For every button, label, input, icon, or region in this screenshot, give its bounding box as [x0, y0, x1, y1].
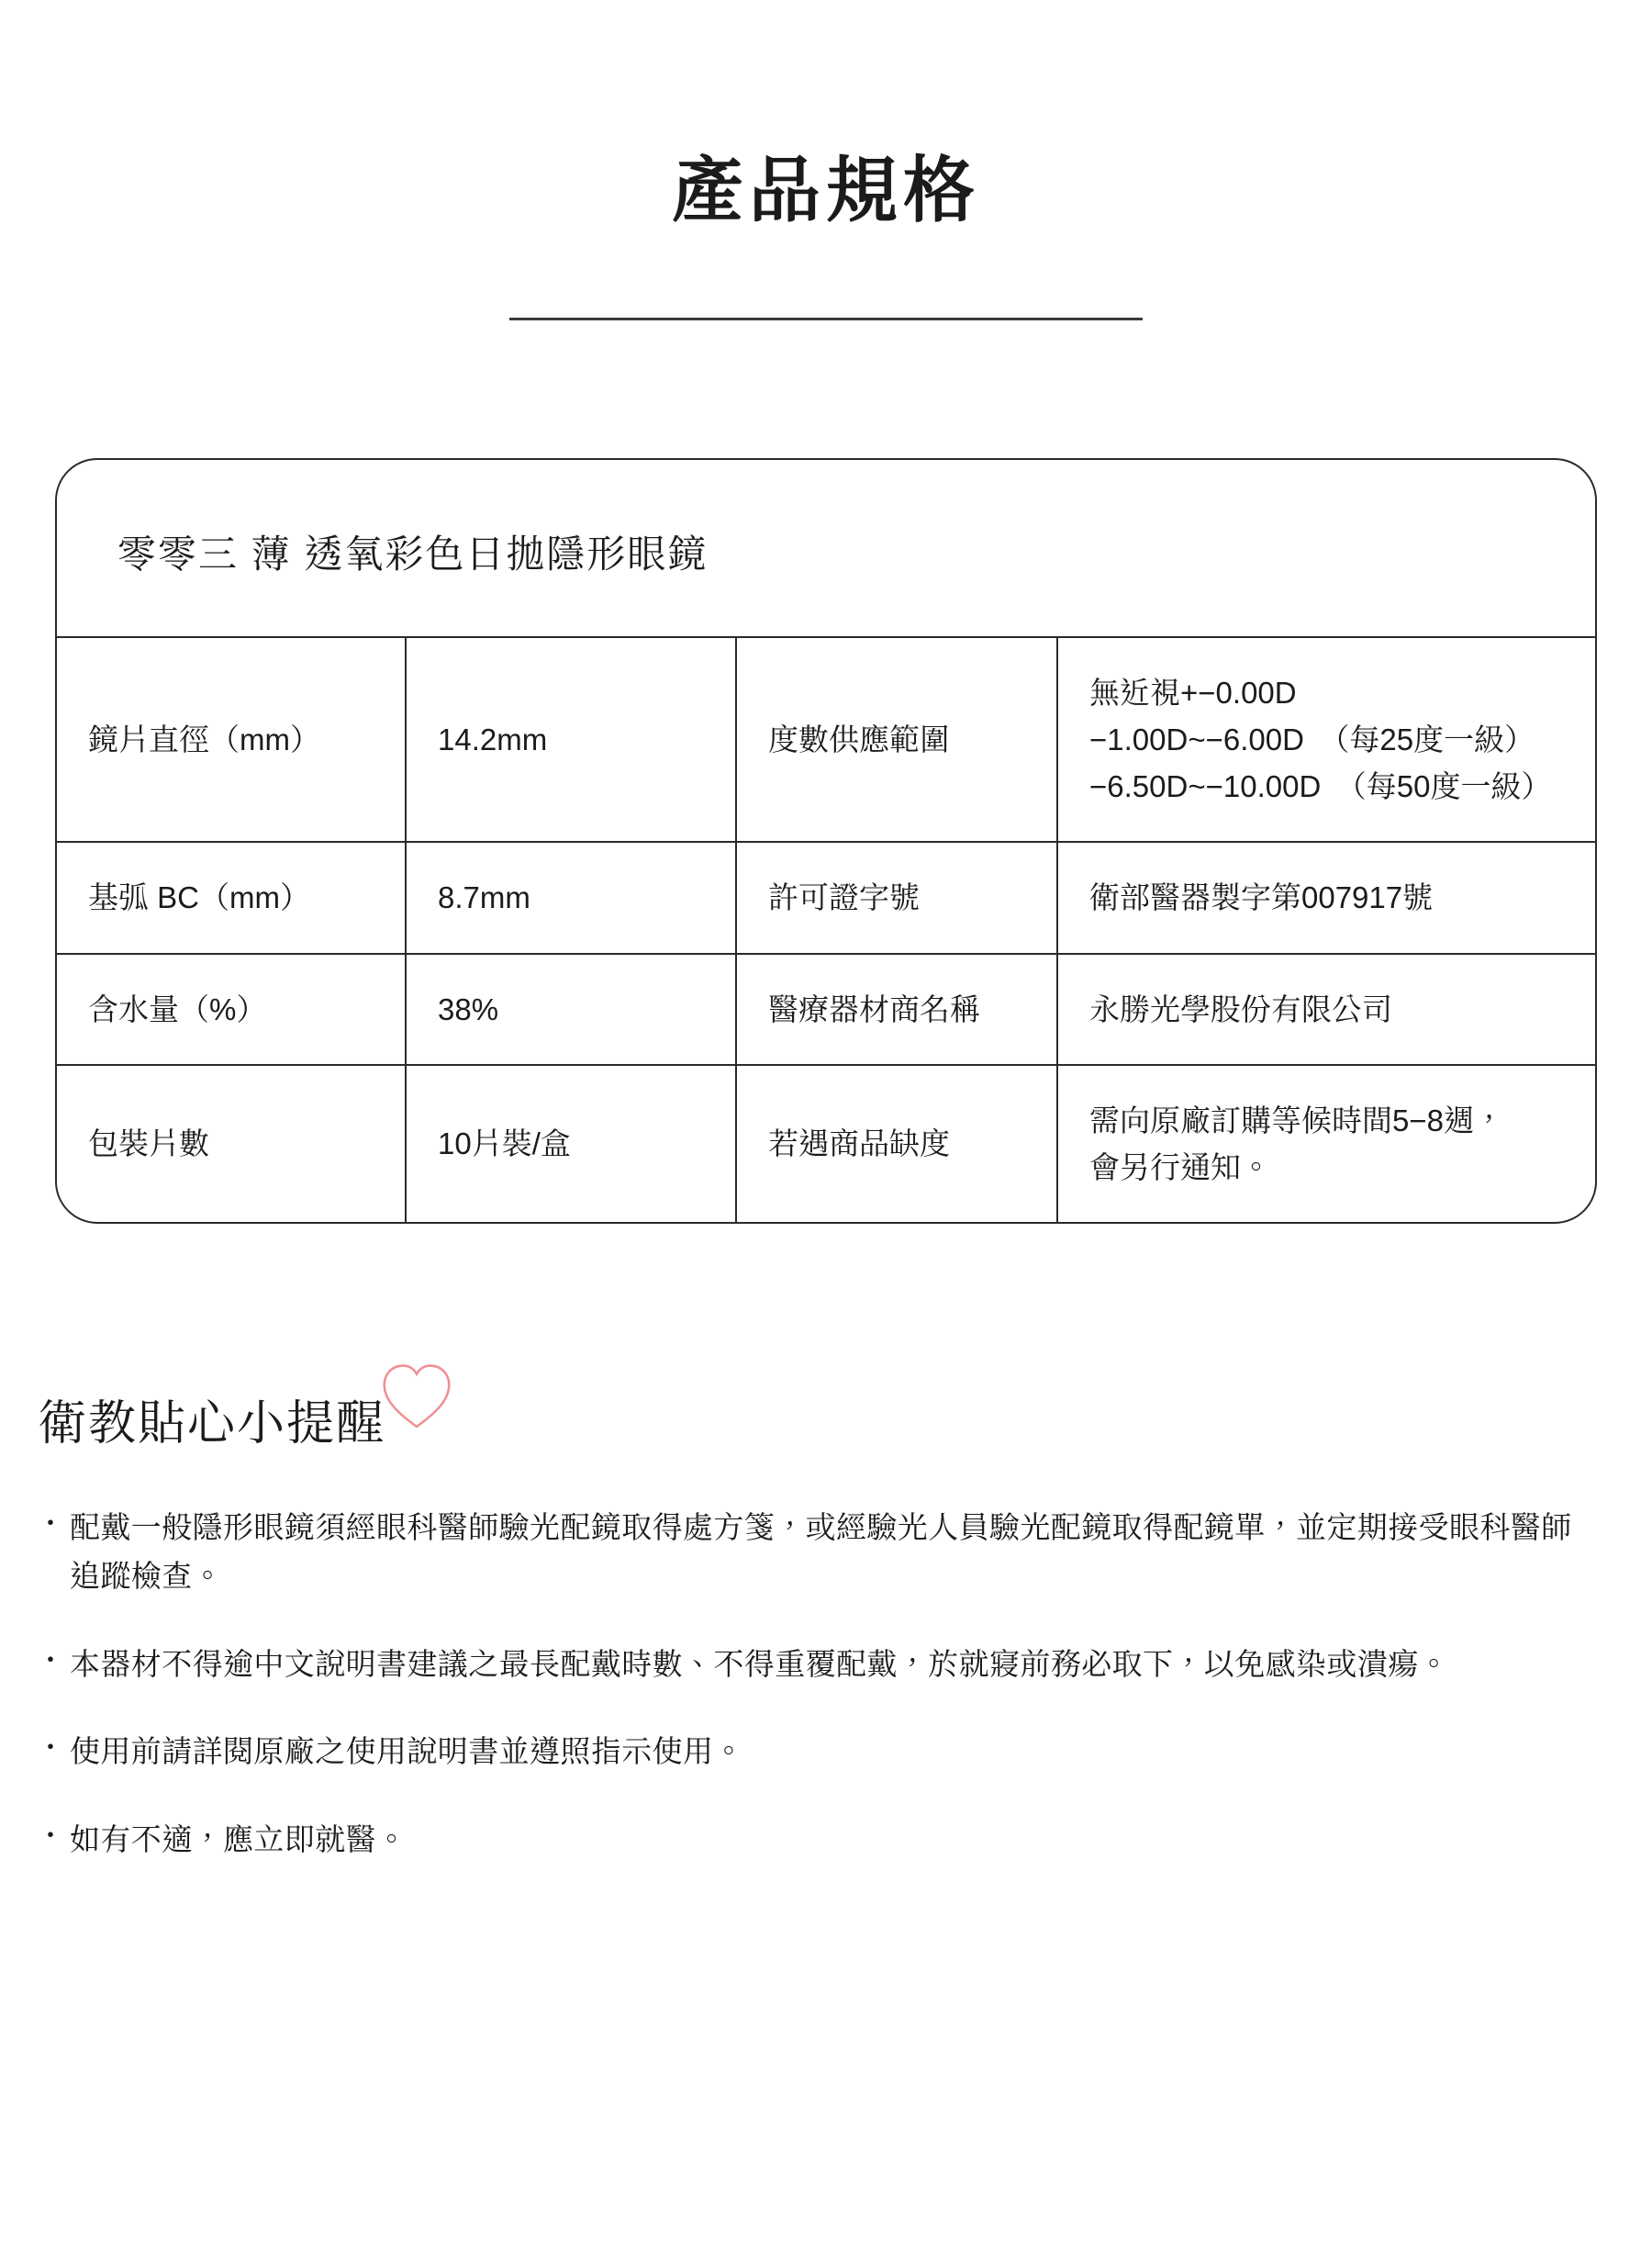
- spec-value-manufacturer: 永勝光學股份有限公司: [1057, 954, 1595, 1065]
- heart-icon: [378, 1359, 455, 1436]
- list-item: ・ 本器材不得逾中文說明書建議之最長配戴時數、不得重覆配戴，於就寢前務必取下，以免感染或潰瘍。: [39, 1640, 1595, 1688]
- spec-card: [55, 458, 1597, 1224]
- product-name: 零零三 薄 透氧彩色日拋隱形眼鏡: [117, 532, 709, 576]
- power-range-line-3: −6.50D~−10.00D （每50度一級）: [1089, 769, 1552, 804]
- spec-value-diameter: 14.2mm: [406, 637, 736, 842]
- reminder-notes: [39, 1503, 1595, 1864]
- spec-value-power-range: [1057, 637, 1595, 842]
- table-row: [57, 954, 1595, 1065]
- power-range-line-2: −1.00D~−6.00D （每25度一級）: [1089, 723, 1535, 757]
- spec-label-out-of-stock: 若遇商品缺度: [736, 1065, 1057, 1222]
- out-of-stock-line-2: 會另行通知。: [1089, 1149, 1271, 1184]
- spec-label-diameter: 鏡片直徑（mm）: [57, 637, 406, 842]
- list-item: ・ 使用前請詳閱原廠之使用說明書並遵照指示使用。: [39, 1727, 1595, 1776]
- spec-table: [57, 636, 1595, 1222]
- spec-label-water-content: 含水量（%）: [57, 954, 406, 1065]
- reminder-heading-wrap: [39, 1384, 385, 1459]
- spec-value-license-no: 衛部醫器製字第007917號: [1057, 842, 1595, 953]
- out-of-stock-line-1: 需向原廠訂購等候時間5−8週，: [1089, 1103, 1504, 1137]
- table-row: [57, 637, 1595, 842]
- spec-label-pack-count: 包裝片數: [57, 1065, 406, 1222]
- list-item: ・ 配戴一般隱形眼鏡須經眼科醫師驗光配鏡取得處方箋，或經驗光人員驗光配鏡取得配鏡單，並定期接受眼科醫師追蹤檢查。: [39, 1503, 1595, 1601]
- spec-value-pack-count: 10片裝/盒: [406, 1065, 736, 1222]
- spec-label-base-curve: 基弧 BC（mm）: [57, 842, 406, 953]
- list-item: ・ 如有不適，應立即就醫。: [39, 1815, 1595, 1864]
- title-block: [0, 150, 1652, 320]
- reminder-section: [0, 1384, 1652, 1864]
- spec-value-water-content: 38%: [406, 954, 736, 1065]
- table-row: [57, 1065, 1595, 1222]
- spec-label-manufacturer: 醫療器材商名稱: [736, 954, 1057, 1065]
- spec-label-license-no: 許可證字號: [736, 842, 1057, 953]
- spec-value-out-of-stock: [1057, 1065, 1595, 1222]
- power-range-line-1: 無近視+−0.00D: [1089, 676, 1297, 710]
- table-row: [57, 842, 1595, 953]
- page-title: 產品規格: [671, 150, 980, 230]
- title-divider: [509, 318, 1143, 320]
- reminder-heading: 衛教貼心小提醒: [39, 1396, 386, 1451]
- spec-value-base-curve: 8.7mm: [406, 842, 736, 953]
- spec-label-power-range: 度數供應範圍: [736, 637, 1057, 842]
